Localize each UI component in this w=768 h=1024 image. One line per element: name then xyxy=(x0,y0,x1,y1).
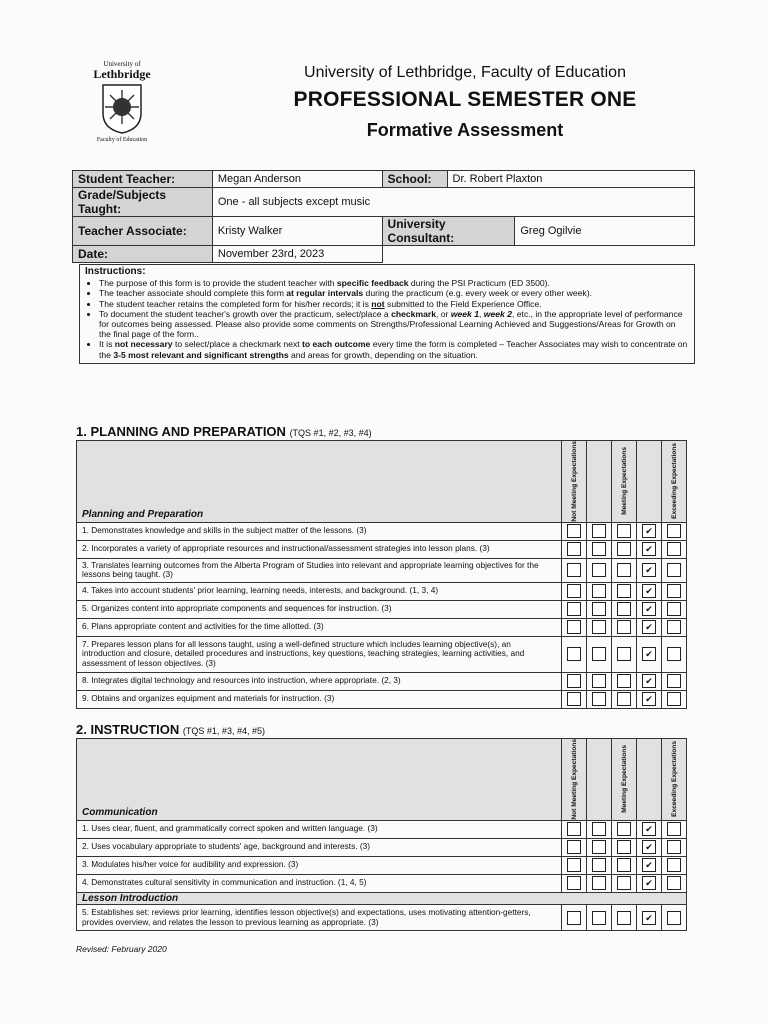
checkbox-level-2[interactable] xyxy=(592,602,606,616)
checkbox-not-meeting[interactable] xyxy=(567,858,581,872)
checkbox-meeting[interactable] xyxy=(617,692,631,706)
grade-label: Grade/Subjects Taught: xyxy=(73,188,213,217)
criterion-text: 6. Plans appropriate content and activities for the time allotted. (3) xyxy=(77,618,562,636)
criterion-text: 8. Integrates digital technology and resources into instruction, where appropriate. (2, 3) xyxy=(77,672,562,690)
checkbox-meeting[interactable] xyxy=(617,858,631,872)
scale-spacer xyxy=(637,739,662,821)
checkbox-level-4[interactable]: ✔ xyxy=(642,542,656,556)
section1-tqs: (TQS #1, #2, #3, #4) xyxy=(289,428,372,438)
checkbox-exceeding[interactable] xyxy=(667,692,681,706)
instructions-list xyxy=(85,278,689,360)
checkbox-exceeding[interactable] xyxy=(667,911,681,925)
exceeding-header: Exceeding Expectations xyxy=(662,739,687,821)
instructions-box xyxy=(79,264,695,364)
checkbox-not-meeting[interactable] xyxy=(567,674,581,688)
checkbox-level-2[interactable] xyxy=(592,524,606,538)
checkbox-meeting[interactable] xyxy=(617,602,631,616)
instruction-item: • To document the student teacher's growth over the practicum, select/place a checkmark, or week 1, week 2, etc., in the appropriate level of performance for outcomes being assessed. Please also provide some comments on Strengths/Professional Learning Achieved and Suggestions/Areas for Growth on the final page of the form.. xyxy=(99,309,689,340)
criterion-text: 5. Establishes set: reviews prior learning, identifies lesson objective(s) and expectations, uses motivating attention-getters, provides overview, and relates the lesson to previous learning as appropriate. (3) xyxy=(77,905,562,931)
logo-university-line2: Lethbridge xyxy=(93,67,151,81)
checkbox-level-4[interactable]: ✔ xyxy=(642,692,656,706)
checkbox-level-4[interactable]: ✔ xyxy=(642,620,656,634)
teacher-associate-value: Kristy Walker xyxy=(212,217,382,246)
checkbox-level-2[interactable] xyxy=(592,674,606,688)
criterion-row xyxy=(77,522,687,540)
checkbox-not-meeting[interactable] xyxy=(567,911,581,925)
logo-faculty: Faculty of Education xyxy=(96,137,148,143)
checkbox-meeting[interactable] xyxy=(617,911,631,925)
criterion-text: 1. Uses clear, fluent, and grammatically correct spoken and written language. (3) xyxy=(77,820,562,838)
checkbox-level-2[interactable] xyxy=(592,620,606,634)
instruction-item: • It is not necessary to select/place a checkmark next to each outcome every time the form is completed – Teacher Associates may wish to concentrate on the 3-5 most relevant and significant strengths and areas for growth, depending on the situation. xyxy=(99,339,689,359)
checkbox-not-meeting[interactable] xyxy=(567,584,581,598)
meeting-header: Meeting Expectations xyxy=(612,441,637,523)
checkbox-level-4[interactable]: ✔ xyxy=(642,822,656,836)
criterion-text: 3. Translates learning outcomes from the Alberta Program of Studies into relevant and appropriate learning objectives for the lessons being taught. (3) xyxy=(77,558,562,582)
criterion-row xyxy=(77,820,687,838)
checkbox-exceeding[interactable] xyxy=(667,542,681,556)
checkbox-not-meeting[interactable] xyxy=(567,876,581,890)
checkbox-exceeding[interactable] xyxy=(667,602,681,616)
scale-spacer xyxy=(637,441,662,523)
checkbox-level-4[interactable]: ✔ xyxy=(642,602,656,616)
logo-university-line1: University of xyxy=(103,60,141,68)
checkbox-not-meeting[interactable] xyxy=(567,692,581,706)
date-value: November 23rd, 2023 xyxy=(212,246,382,263)
section2-table xyxy=(76,738,687,931)
date-label: Date: xyxy=(73,246,213,263)
checkbox-level-4[interactable]: ✔ xyxy=(642,647,656,661)
checkbox-not-meeting[interactable] xyxy=(567,620,581,634)
checkbox-level-2[interactable] xyxy=(592,858,606,872)
checkbox-exceeding[interactable] xyxy=(667,584,681,598)
criterion-row xyxy=(77,618,687,636)
revised-date: Revised: February 2020 xyxy=(76,944,167,954)
checkbox-exceeding[interactable] xyxy=(667,563,681,577)
criterion-text: 4. Demonstrates cultural sensitivity in communication and instruction. (1, 4, 5) xyxy=(77,874,562,892)
student-teacher-label: Student Teacher: xyxy=(73,171,213,188)
checkbox-meeting[interactable] xyxy=(617,620,631,634)
checkbox-exceeding[interactable] xyxy=(667,858,681,872)
checkbox-meeting[interactable] xyxy=(617,524,631,538)
checkbox-level-2[interactable] xyxy=(592,692,606,706)
checkbox-level-2[interactable] xyxy=(592,563,606,577)
university-logo xyxy=(86,60,158,143)
university-consultant-value: Greg Ogilvie xyxy=(515,217,695,246)
checkbox-meeting[interactable] xyxy=(617,822,631,836)
instruction-item: • The purpose of this form is to provide the student teacher with specific feedback during the PSI Practicum (ED 3500). xyxy=(99,278,689,288)
checkbox-level-2[interactable] xyxy=(592,840,606,854)
grade-value: One - all subjects except music xyxy=(212,188,694,217)
page-subtitle: Formative Assessment xyxy=(366,120,564,140)
checkbox-exceeding[interactable] xyxy=(667,674,681,688)
criterion-text: 2. Incorporates a variety of appropriate resources and instructional/assessment strategies into lesson plans. (3) xyxy=(77,540,562,558)
instruction-item: • The student teacher retains the completed form for his/her records; it is not submitted to the Field Experience Office. xyxy=(99,299,689,309)
criterion-text: 3. Modulates his/her voice for audibility and expression. (3) xyxy=(77,856,562,874)
checkbox-exceeding[interactable] xyxy=(667,840,681,854)
not-meeting-header: Not Meeting Expectations xyxy=(562,739,587,821)
scale-spacer xyxy=(587,739,612,821)
not-meeting-header: Not Meeting Expectations xyxy=(562,441,587,523)
criterion-row xyxy=(77,540,687,558)
checkbox-level-4[interactable]: ✔ xyxy=(642,563,656,577)
checkbox-not-meeting[interactable] xyxy=(567,602,581,616)
instruction-item: • The teacher associate should complete this form at regular intervals during the practicum (e.g. every week or every other week). xyxy=(99,288,689,298)
criterion-row xyxy=(77,856,687,874)
teacher-associate-label: Teacher Associate: xyxy=(73,217,213,246)
checkbox-not-meeting[interactable] xyxy=(567,840,581,854)
checkbox-level-2[interactable] xyxy=(592,647,606,661)
checkbox-level-2[interactable] xyxy=(592,542,606,556)
criterion-text: 4. Takes into account students' prior learning, learning needs, interests, and background. (1, 3, 4) xyxy=(77,582,562,600)
section1-header: Planning and Preparation xyxy=(77,441,562,523)
section2-header: Communication xyxy=(77,739,562,821)
checkbox-not-meeting[interactable] xyxy=(567,524,581,538)
criterion-row xyxy=(77,636,687,672)
criterion-row xyxy=(77,838,687,856)
section1-table xyxy=(76,440,687,709)
checkbox-exceeding[interactable] xyxy=(667,822,681,836)
meeting-header: Meeting Expectations xyxy=(612,739,637,821)
checkbox-level-4[interactable]: ✔ xyxy=(642,876,656,890)
school-label: School: xyxy=(382,171,447,188)
checkbox-meeting[interactable] xyxy=(617,674,631,688)
checkbox-meeting[interactable] xyxy=(617,542,631,556)
checkbox-meeting[interactable] xyxy=(617,584,631,598)
criterion-text: 9. Obtains and organizes equipment and materials for instruction. (3) xyxy=(77,690,562,708)
checkbox-exceeding[interactable] xyxy=(667,647,681,661)
lesson-introduction-subheader: Lesson Introduction xyxy=(77,892,687,905)
criterion-row xyxy=(77,558,687,582)
checkbox-level-4[interactable]: ✔ xyxy=(642,858,656,872)
checkbox-exceeding[interactable] xyxy=(667,524,681,538)
checkbox-meeting[interactable] xyxy=(617,840,631,854)
criterion-row xyxy=(77,690,687,708)
student-teacher-value: Megan Anderson xyxy=(212,171,382,188)
scale-spacer xyxy=(587,441,612,523)
criterion-text: 1. Demonstrates knowledge and skills in the subject matter of the lessons. (3) xyxy=(77,522,562,540)
checkbox-level-2[interactable] xyxy=(592,584,606,598)
checkbox-not-meeting[interactable] xyxy=(567,822,581,836)
checkbox-level-2[interactable] xyxy=(592,876,606,890)
checkbox-meeting[interactable] xyxy=(617,876,631,890)
checkbox-not-meeting[interactable] xyxy=(567,542,581,556)
criterion-row xyxy=(77,874,687,892)
instructions-title: Instructions: xyxy=(85,266,146,277)
university-consultant-label: University Consultant: xyxy=(382,217,515,246)
checkbox-level-4[interactable]: ✔ xyxy=(642,674,656,688)
checkbox-not-meeting[interactable] xyxy=(567,647,581,661)
checkbox-level-4[interactable]: ✔ xyxy=(642,524,656,538)
checkbox-not-meeting[interactable] xyxy=(567,563,581,577)
crest-icon xyxy=(101,83,143,135)
exceeding-header: Exceeding Expectations xyxy=(662,441,687,523)
page-title: PROFESSIONAL SEMESTER ONE xyxy=(293,88,637,111)
checkbox-exceeding[interactable] xyxy=(667,620,681,634)
checkbox-level-2[interactable] xyxy=(592,822,606,836)
checkbox-level-4[interactable]: ✔ xyxy=(642,911,656,925)
section2-tqs: (TQS #1, #3, #4, #5) xyxy=(182,726,265,736)
checkbox-level-4[interactable]: ✔ xyxy=(642,840,656,854)
school-value: Dr. Robert Plaxton xyxy=(447,171,694,188)
info-table xyxy=(72,170,695,263)
checkbox-level-2[interactable] xyxy=(592,911,606,925)
header-institution: University of Lethbridge, Faculty of Education xyxy=(304,64,626,81)
empty-cell xyxy=(382,246,694,263)
checkbox-meeting[interactable] xyxy=(617,647,631,661)
checkbox-level-4[interactable]: ✔ xyxy=(642,584,656,598)
section2-title: 2. INSTRUCTION (TQS #1, #3, #4, #5) xyxy=(76,722,265,737)
checkbox-meeting[interactable] xyxy=(617,563,631,577)
criterion-row xyxy=(77,600,687,618)
section1-title: 1. PLANNING AND PREPARATION (TQS #1, #2, #3, #4) xyxy=(76,424,372,439)
criterion-text: 2. Uses vocabulary appropriate to students' age, background and interests. (3) xyxy=(77,838,562,856)
criterion-text: 5. Organizes content into appropriate components and sequences for instruction. (3) xyxy=(77,600,562,618)
checkbox-exceeding[interactable] xyxy=(667,876,681,890)
criterion-row xyxy=(77,582,687,600)
criterion-text: 7. Prepares lesson plans for all lessons taught, using a well-defined structure which includes learning objective(s), an introduction and closure, detailed procedures and instructions, key questions, teaching strategies, learning activities, and assessment of lesson objectives. (3) xyxy=(77,636,562,672)
criterion-row xyxy=(77,672,687,690)
